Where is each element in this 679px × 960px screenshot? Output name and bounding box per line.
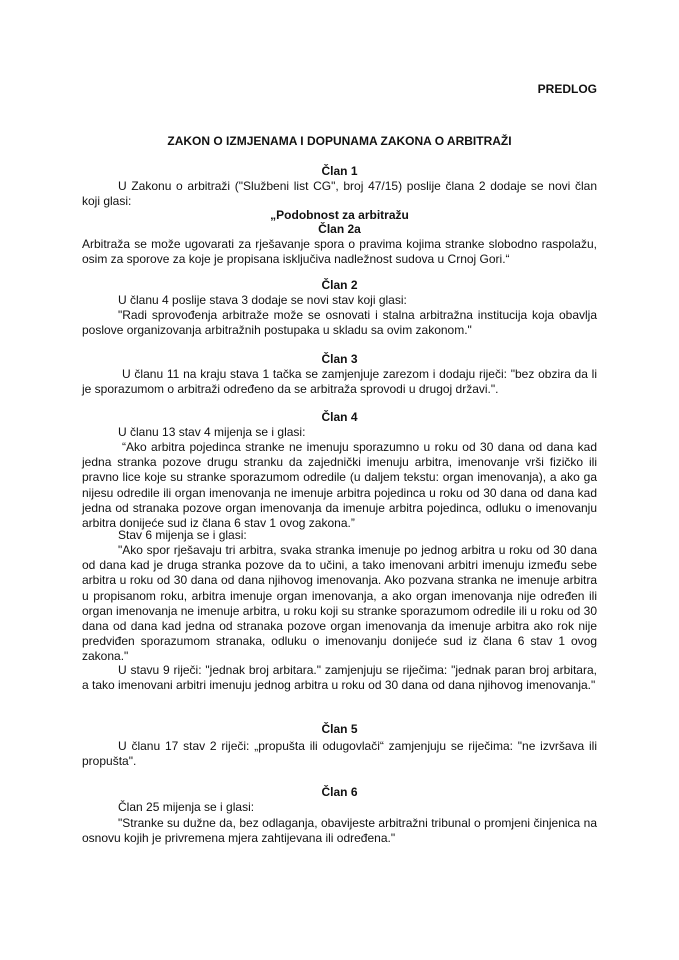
clan5-text: U članu 17 stav 2 riječi: „propušta ili odugovlači“ zamjenjuju se riječima: "ne izvršava ili propušta".: [82, 739, 597, 769]
predlog-label: PREDLOG: [537, 82, 597, 96]
clan2-quote: "Radi sprovođenja arbitraže može se osnovati i stalna arbitražna institucija koja obavlja poslove organizovanja arbitražnih postupaka u skladu sa ovim zakonom.": [82, 308, 597, 338]
clan4-text1: U članu 13 stav 4 mijenja se i glasi:: [118, 425, 306, 439]
clan4-text2: Stav 6 mijenja se i glasi:: [118, 528, 247, 542]
clan4-text3: U stavu 9 riječi: "jednak broj arbitara." zamjenjuju se riječima: "jednak paran broj arbitara, a tako imenovani arbitri imenuju jednog arbitra u roku od 30 dana od dana njihovog imenovanja.": [82, 663, 597, 693]
clan1-heading: Član 1: [321, 164, 358, 178]
clan3-heading: Član 3: [321, 352, 358, 366]
clan6-text: Član 25 mijenja se i glasi:: [118, 800, 255, 814]
clan2-text: U članu 4 poslije stava 3 dodaje se novi stav koji glasi:: [118, 293, 407, 307]
clan2-heading: Član 2: [321, 278, 358, 292]
clan6-heading: Član 6: [321, 785, 358, 799]
law-title: ZAKON O IZMJENAMA I DOPUNAMA ZAKONA O ARBITRAŽI: [167, 134, 512, 148]
clan2a-text: Arbitraža se može ugovarati za rješavanje spora o pravima kojima stranke slobodno raspolažu, osim za sporove za koje je propisana isključiva nadležnost sudova u Crnoj Gori.“: [82, 237, 597, 267]
clan6-quote: "Stranke su dužne da, bez odlaganja, obavijeste arbitražni tribunal o promjeni činjenica na osnovu kojih je privremena mjera zahtijevana ili određena.": [82, 816, 597, 846]
clan2a-title: „Podobnost za arbitražu: [270, 208, 409, 222]
clan3-text: U članu 11 na kraju stava 1 tačka se zamjenjuje zarezom i dodaju riječi: "bez obzira da li je sporazumom o arbitraži određeno da se arbitraža sprovodi u drugoj državi.".: [82, 367, 597, 397]
clan4-heading: Član 4: [321, 410, 358, 424]
clan4-quote2: "Ako spor rješavaju tri arbitra, svaka stranka imenuje po jednog arbitra u roku od 30 dana od dana kad je druga stranka pozove da to učini, a tako imenovani arbitri imenuju između sebe arbitra u roku od 30 dana od dana njihovog imenovanja. Ako pozvana stranka ne imenuje arbitra u propisanom roku, arbitra imenuje organ imenovanja, a ako organ imenovanja nije određen ili organ imenovanja ne imenuje arbitra, u roku koji su stranke sporazumom odredile ili u roku od 30 dana od dana kad jedna od stranaka pozove organ imenovanja da imenuje arbitra ako rok nije predviđen sporazumom stranaka, odluku o imenovanju donijeće sud iz člana 6 stav 1 ovog zakona.": [82, 543, 597, 664]
clan2a-heading: Član 2a: [318, 222, 361, 236]
clan4-quote1: “Ako arbitra pojedinca stranke ne imenuju sporazumno u roku od 30 dana od dana kad jedna stranka pozove drugu stranku da zajednički imenuju arbitra, imenovanje vrši fizičko ili pravno lice koje su stranke sporazumom odredile (u daljem tekstu: organ imenovanja), a ako ga nijesu odredile ili organ imenovanja ne imenuje arbitra pojedinca u roku od 30 dana od dana kad jedna od stranaka pozove organ imenovanja da imenuje arbitra pojedinca, odluku o imenovanju arbitra donijeće sud iz člana 6 stav 1 ovog zakona.”: [82, 440, 597, 531]
clan5-heading: Član 5: [321, 722, 358, 736]
clan1-text: U Zakonu o arbitraži ("Službeni list CG", broj 47/15) poslije člana 2 dodaje se novi član koji glasi:: [82, 179, 597, 209]
